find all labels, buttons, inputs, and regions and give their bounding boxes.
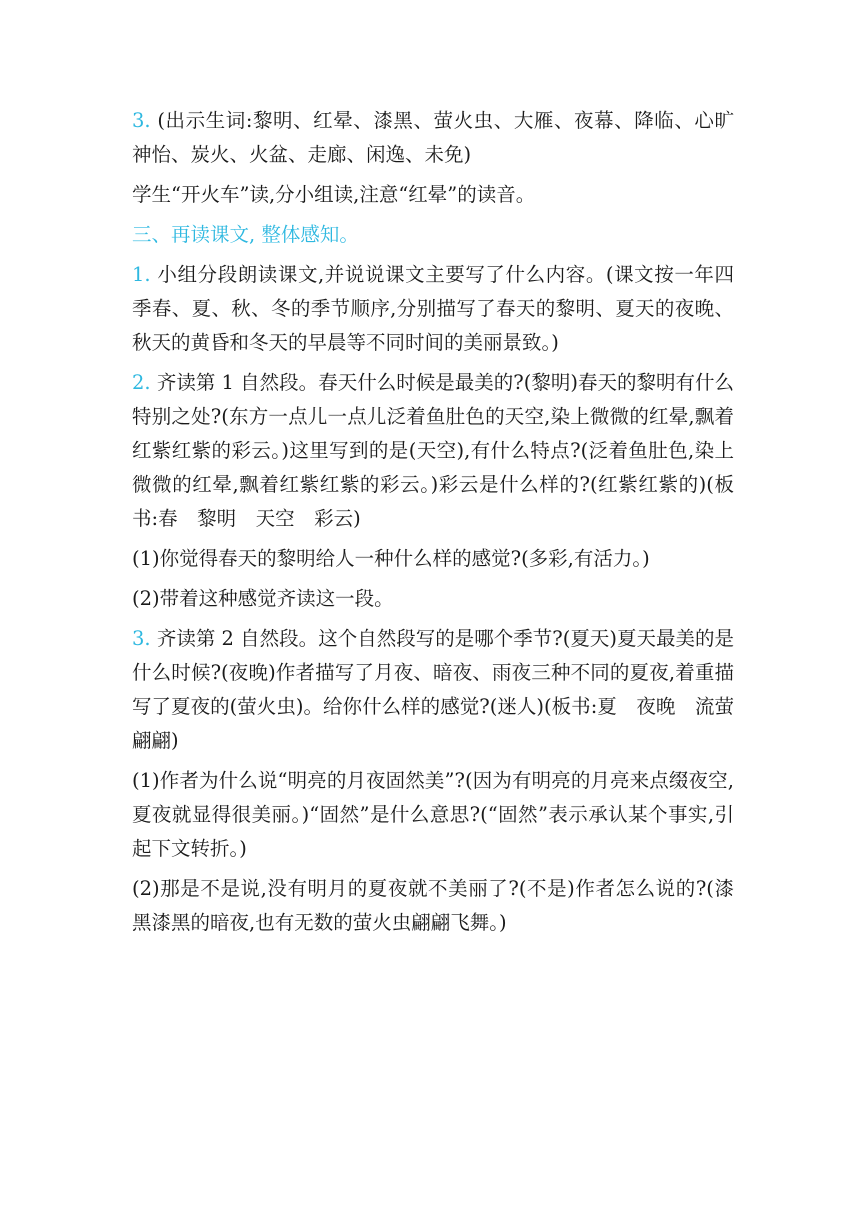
paragraph-item-3 [132,622,734,758]
paragraph-text: 小组分段朗读课文,并说说课文主要写了什么内容。(课文按一年四季春、夏、秋、冬的季节顺序,分别描写了春天的黎明、夏天的夜晚、秋天的黄昏和冬天的早晨等不同时间的美丽景致。) [132,263,734,354]
paragraph-item-1 [132,258,734,360]
paragraph-item-2 [132,366,734,536]
paragraph-vocab [132,104,734,172]
paragraph-sub-1 [132,542,734,576]
paragraph-text: (1)你觉得春天的黎明给人一种什么样的感觉?(多彩,有活力。) [132,547,650,570]
paragraph-text: (出示生词:黎明、红晕、漆黑、萤火虫、大雁、夜幕、降临、心旷神怡、炭火、火盆、走廊、闲逸、未免) [132,109,734,166]
item-number: 1. [132,263,151,286]
item-number: 3. [132,627,151,650]
paragraph-reading [132,178,734,212]
section-heading-text: 三、再读课文, 整体感知。 [132,223,359,246]
item-number: 2. [132,371,151,394]
paragraph-sub-4 [132,872,734,940]
paragraph-text: (1)作者为什么说“明亮的月夜固然美”?(因为有明亮的月亮来点缀夜空,夏夜就显得很美丽。)“固然”是什么意思?(“固然”表示承认某个事实,引起下文转折。) [132,769,734,860]
paragraph-sub-2 [132,582,734,616]
paragraph-text: 学生“开火车”读,分小组读,注意“红晕”的读音。 [132,183,536,206]
paragraph-text: 齐读第 2 自然段。这个自然段写的是哪个季节?(夏天)夏天最美的是什么时候?(夜晚)作者描写了月夜、暗夜、雨夜三种不同的夏夜,着重描写了夏夜的(萤火虫)。给你什么样的感觉?(迷人)(板书:夏 夜晚 流萤翩翩) [132,627,734,752]
paragraph-text: (2)带着这种感觉齐读这一段。 [132,587,394,610]
document-body [132,104,734,946]
paragraph-text: 齐读第 1 自然段。春天什么时候是最美的?(黎明)春天的黎明有什么特别之处?(东方一点儿一点儿泛着鱼肚色的天空,染上微微的红晕,飘着红紫红紫的彩云。)这里写到的是(天空),有什么特点?(泛着鱼肚色,染上微微的红晕,飘着红紫红紫的彩云。)彩云是什么样的?(红紫红紫的)(板书:春 黎明 天空 彩云) [132,371,734,530]
section-heading [132,218,734,252]
paragraph-text: (2)那是不是说,没有明月的夏夜就不美丽了?(不是)作者怎么说的?(漆黑漆黑的暗夜,也有无数的萤火虫翩翩飞舞。) [132,877,734,934]
paragraph-sub-3 [132,764,734,866]
item-number: 3. [132,109,151,132]
